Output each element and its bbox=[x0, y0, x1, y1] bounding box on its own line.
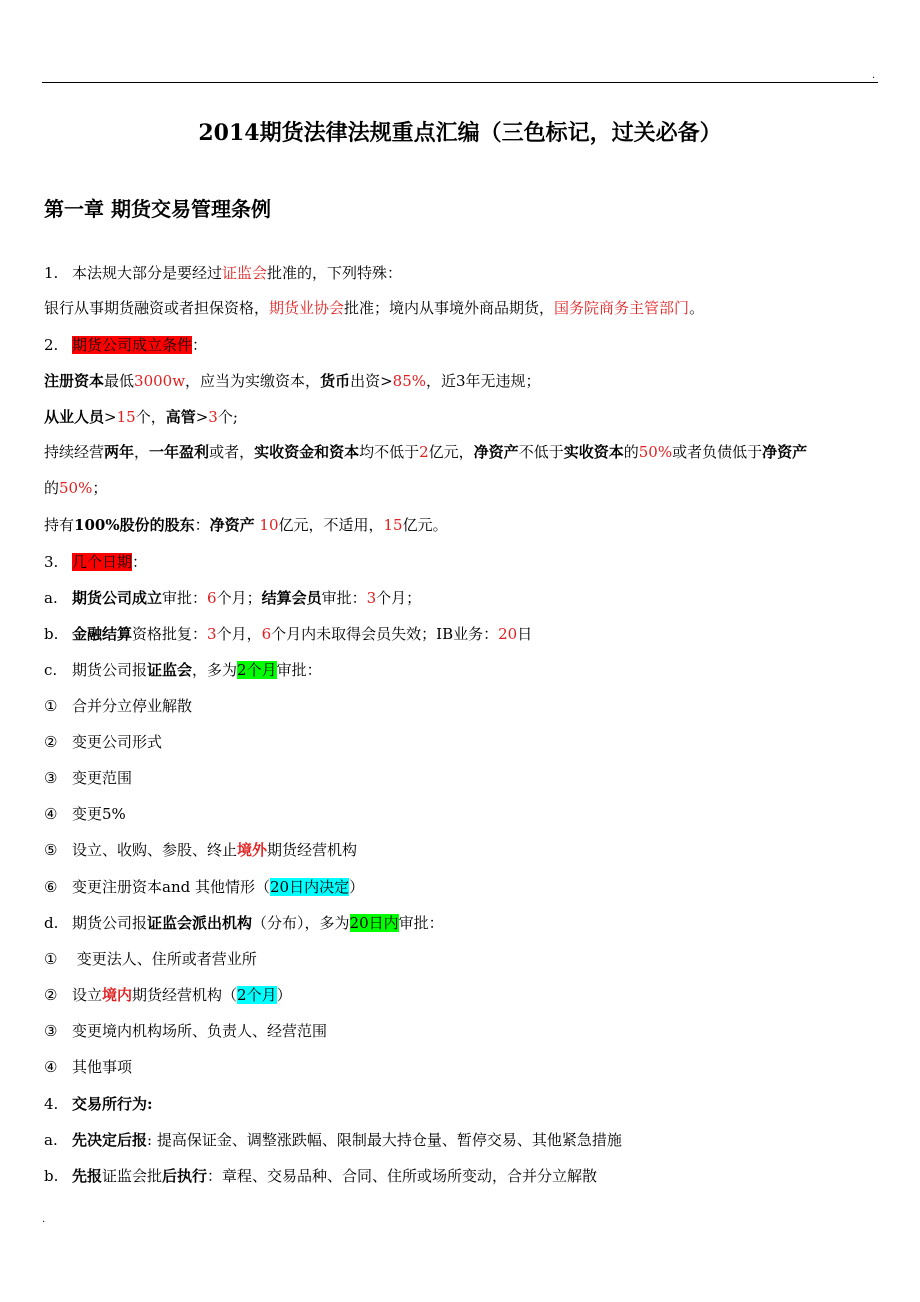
s3c-number: c. bbox=[44, 661, 58, 679]
s1-number: 1. bbox=[44, 264, 59, 282]
s3a-bold: 期货公司成立 bbox=[72, 589, 163, 607]
s3-item-a bbox=[44, 587, 421, 609]
s2-row1 bbox=[44, 370, 541, 392]
circled-number: ① bbox=[44, 697, 58, 715]
s3a-number: a. bbox=[44, 589, 58, 607]
cyan-highlight: 2个月 bbox=[237, 986, 277, 1004]
s2-red: 15 bbox=[383, 516, 403, 534]
s2-red: 2 bbox=[419, 443, 429, 461]
s4-item-b bbox=[44, 1165, 597, 1187]
s4b-number: b. bbox=[44, 1167, 59, 1185]
list-item-text: 合并分立停业解散 bbox=[72, 697, 193, 715]
s2-colon: ： bbox=[192, 336, 208, 354]
red-bold-term: 境内 bbox=[102, 986, 133, 1004]
s1-red-term: 国务院商务主管部门 bbox=[554, 299, 690, 317]
s3-number: 3. bbox=[44, 553, 59, 571]
s2-bold: 高管 bbox=[165, 408, 196, 426]
s3b-bold: 金融结算 bbox=[72, 625, 133, 643]
s3d-text: 期货公司报 bbox=[72, 914, 148, 932]
s3c-text: 期货公司报 bbox=[72, 661, 148, 679]
s2-text: > bbox=[104, 408, 117, 426]
s3d-green-highlight: 20日内 bbox=[349, 914, 399, 932]
s4b-text: 证监会批 bbox=[102, 1167, 163, 1185]
s3c-green-highlight: 2个月 bbox=[237, 661, 277, 679]
s3c-bold: 证监会 bbox=[147, 661, 193, 679]
s2-text: 持续经营 bbox=[44, 443, 105, 461]
s3a-text: 个月； bbox=[376, 589, 422, 607]
s2-text: 亿元， bbox=[428, 443, 474, 461]
s3-item-c bbox=[44, 659, 322, 681]
list-item-text: 其他事项 bbox=[72, 1058, 133, 1076]
s3a-red: 6 bbox=[207, 589, 217, 607]
s3b-red: 3 bbox=[207, 625, 217, 643]
s4b-bold: 先报 bbox=[72, 1167, 103, 1185]
s3-heading bbox=[44, 551, 147, 573]
s2-bold: 货币 bbox=[320, 372, 351, 390]
circled-number: ④ bbox=[44, 805, 58, 823]
s2-text: 或者， bbox=[209, 443, 255, 461]
header-rule bbox=[42, 82, 878, 83]
s3d-list-item bbox=[44, 1056, 132, 1078]
s2-text: 持有 bbox=[44, 516, 75, 534]
s2-text: 出资> bbox=[350, 372, 393, 390]
s3a-text: 个月； bbox=[216, 589, 262, 607]
circled-number: ③ bbox=[44, 1022, 58, 1040]
list-item-text: 变更法人、住所或者营业所 bbox=[72, 950, 257, 968]
header-dot: . bbox=[872, 70, 876, 81]
s2-text: 均不低于 bbox=[359, 443, 420, 461]
s2-text: 最低 bbox=[104, 372, 135, 390]
s2-red: 15 bbox=[116, 408, 136, 426]
s3d-text: （分布），多为 bbox=[252, 914, 350, 932]
s1-text: 。 bbox=[689, 299, 705, 317]
s2-row5 bbox=[44, 514, 448, 536]
s2-text: 的 bbox=[623, 443, 639, 461]
circled-number: ③ bbox=[44, 769, 58, 787]
s3c-text: ，多为 bbox=[192, 661, 238, 679]
s2-text: ，应当为实缴资本， bbox=[185, 372, 321, 390]
list-item-text: 设立 bbox=[72, 986, 103, 1004]
s3a-text: 审批： bbox=[321, 589, 367, 607]
list-item-text: ） bbox=[349, 878, 365, 896]
s1-red-term: 期货业协会 bbox=[269, 299, 345, 317]
s3d-list-item bbox=[44, 984, 292, 1006]
s2-highlight: 期货公司成立条件 bbox=[72, 336, 193, 354]
cyan-highlight: 20日内决定 bbox=[269, 878, 350, 896]
s2-text: ： bbox=[194, 516, 210, 534]
s2-row3 bbox=[44, 441, 807, 463]
s3d-list-item bbox=[44, 948, 257, 970]
circled-number: ② bbox=[44, 986, 58, 1004]
s2-bold: 注册资本 bbox=[44, 372, 105, 390]
s3b-red: 6 bbox=[261, 625, 272, 643]
s2-text: 不低于 bbox=[518, 443, 564, 461]
s4-heading bbox=[44, 1093, 153, 1115]
s2-text: > bbox=[195, 408, 209, 426]
s2-bold: 100%股份的股东 bbox=[74, 516, 195, 534]
s4a-number: a. bbox=[44, 1131, 58, 1149]
s3-item-b bbox=[44, 623, 532, 645]
s3b-number: b. bbox=[44, 625, 59, 643]
s3c-list-item bbox=[44, 767, 132, 789]
list-item-text: 变更注册资本and 其他情形（ bbox=[72, 878, 270, 896]
s2-row2 bbox=[44, 406, 238, 428]
s3c-list-item bbox=[44, 695, 192, 717]
s4-title: 交易所行为: bbox=[72, 1095, 153, 1113]
s3c-list-item bbox=[44, 839, 357, 861]
s2-red: 50% bbox=[638, 443, 673, 461]
s4-number: 4. bbox=[44, 1095, 59, 1113]
list-item-text: 期货经营机构（ bbox=[132, 986, 238, 1004]
s3-colon: ： bbox=[132, 553, 148, 571]
s2-text: 亿元，不适用， bbox=[278, 516, 384, 534]
list-item-text: ） bbox=[276, 986, 292, 1004]
s2-text: 个， bbox=[135, 408, 166, 426]
s2-text: ， bbox=[134, 443, 150, 461]
s4-item-a bbox=[44, 1129, 622, 1151]
s3b-text: 日 bbox=[517, 625, 533, 643]
s2-red: 3000w bbox=[134, 372, 186, 390]
s1-text: 本法规大部分是要经过 bbox=[72, 264, 223, 282]
s2-red: 10 bbox=[259, 516, 279, 534]
s1-text: 批准；境内从事境外商品期货， bbox=[344, 299, 555, 317]
s3b-text: 资格批复： bbox=[132, 625, 208, 643]
list-item-text: 设立、收购、参股、终止 bbox=[72, 841, 238, 859]
s1-red-term: 证监会 bbox=[222, 264, 268, 282]
circled-number: ① bbox=[44, 950, 58, 968]
s3c-list-item bbox=[44, 803, 126, 825]
s4b-bold: 后执行 bbox=[162, 1167, 208, 1185]
circled-number: ⑤ bbox=[44, 841, 58, 859]
s2-red: 50% bbox=[59, 479, 93, 497]
s2-bold: 实收资金和资本 bbox=[254, 443, 360, 461]
s2-text: 或者负债低于 bbox=[672, 443, 763, 461]
s1-text: 批准的，下列特殊： bbox=[267, 264, 403, 282]
list-item-text: 变更境内机构场所、负责人、经营范围 bbox=[72, 1022, 328, 1040]
s2-text: 亿元。 bbox=[402, 516, 448, 534]
s2-red: 85% bbox=[392, 372, 426, 390]
list-item-text: 期货经营机构 bbox=[267, 841, 358, 859]
s1-text: 银行从事期货融资或者担保资格， bbox=[44, 299, 270, 317]
s2-bold: 净资产 bbox=[209, 516, 255, 534]
s2-bold: 净资产 bbox=[762, 443, 808, 461]
s2-heading bbox=[44, 334, 207, 356]
s3c-list-item bbox=[44, 731, 162, 753]
s2-text: ； bbox=[92, 479, 108, 497]
s2-bold: 一年盈利 bbox=[149, 443, 210, 461]
s3d-list-item bbox=[44, 1020, 327, 1042]
list-item-text: 变更范围 bbox=[72, 769, 133, 787]
s1-line1 bbox=[44, 262, 402, 284]
list-item-text: 变更公司形式 bbox=[72, 733, 163, 751]
s3c-text: 审批： bbox=[276, 661, 322, 679]
s2-bold: 实收资本 bbox=[563, 443, 624, 461]
circled-number: ⑥ bbox=[44, 878, 58, 896]
page-title: 2014期货法律法规重点汇编（三色标记，过关必备） bbox=[198, 120, 722, 146]
s2-bold: 从业人员 bbox=[44, 408, 105, 426]
s3-highlight: 几个日期 bbox=[72, 553, 133, 571]
s3c-list-item bbox=[44, 876, 364, 898]
s3b-text: 个月， bbox=[216, 625, 262, 643]
s2-text: 个; bbox=[217, 408, 238, 426]
list-item-text: 变更5% bbox=[72, 805, 126, 823]
s3a-text: 审批： bbox=[162, 589, 208, 607]
s2-row4 bbox=[44, 477, 107, 499]
s2-bold: 净资产 bbox=[473, 443, 519, 461]
s2-text: 的 bbox=[44, 479, 60, 497]
s2-bold: 两年 bbox=[104, 443, 135, 461]
s3a-bold: 结算会员 bbox=[261, 589, 322, 607]
s4b-text: ：章程、交易品种、合同、住所或场所变动，合并分立解散 bbox=[207, 1167, 598, 1185]
s2-number: 2. bbox=[44, 336, 59, 354]
s3b-text: 个月内未取得会员失效；IB业务： bbox=[271, 625, 499, 643]
s4a-bold: 先决定后报 bbox=[72, 1131, 148, 1149]
s2-text: ，近3年无违规； bbox=[426, 372, 541, 390]
circled-number: ② bbox=[44, 733, 58, 751]
s3d-text: 审批： bbox=[398, 914, 444, 932]
red-bold-term: 境外 bbox=[237, 841, 268, 859]
s3a-red: 3 bbox=[366, 589, 377, 607]
s3-item-d bbox=[44, 912, 444, 934]
s3b-red: 20 bbox=[498, 625, 518, 643]
circled-number: ④ bbox=[44, 1058, 58, 1076]
s1-line2 bbox=[44, 297, 704, 319]
s4a-text: : 提高保证金、调整涨跌幅、限制最大持仓量、暂停交易、其他紧急措施 bbox=[147, 1131, 622, 1149]
chapter-heading: 第一章 期货交易管理条例 bbox=[44, 197, 271, 221]
s3d-bold: 证监会派出机构 bbox=[147, 914, 253, 932]
s2-red: 3 bbox=[208, 408, 218, 426]
s3d-number: d. bbox=[44, 914, 59, 932]
footer-dot: . bbox=[42, 1214, 46, 1225]
